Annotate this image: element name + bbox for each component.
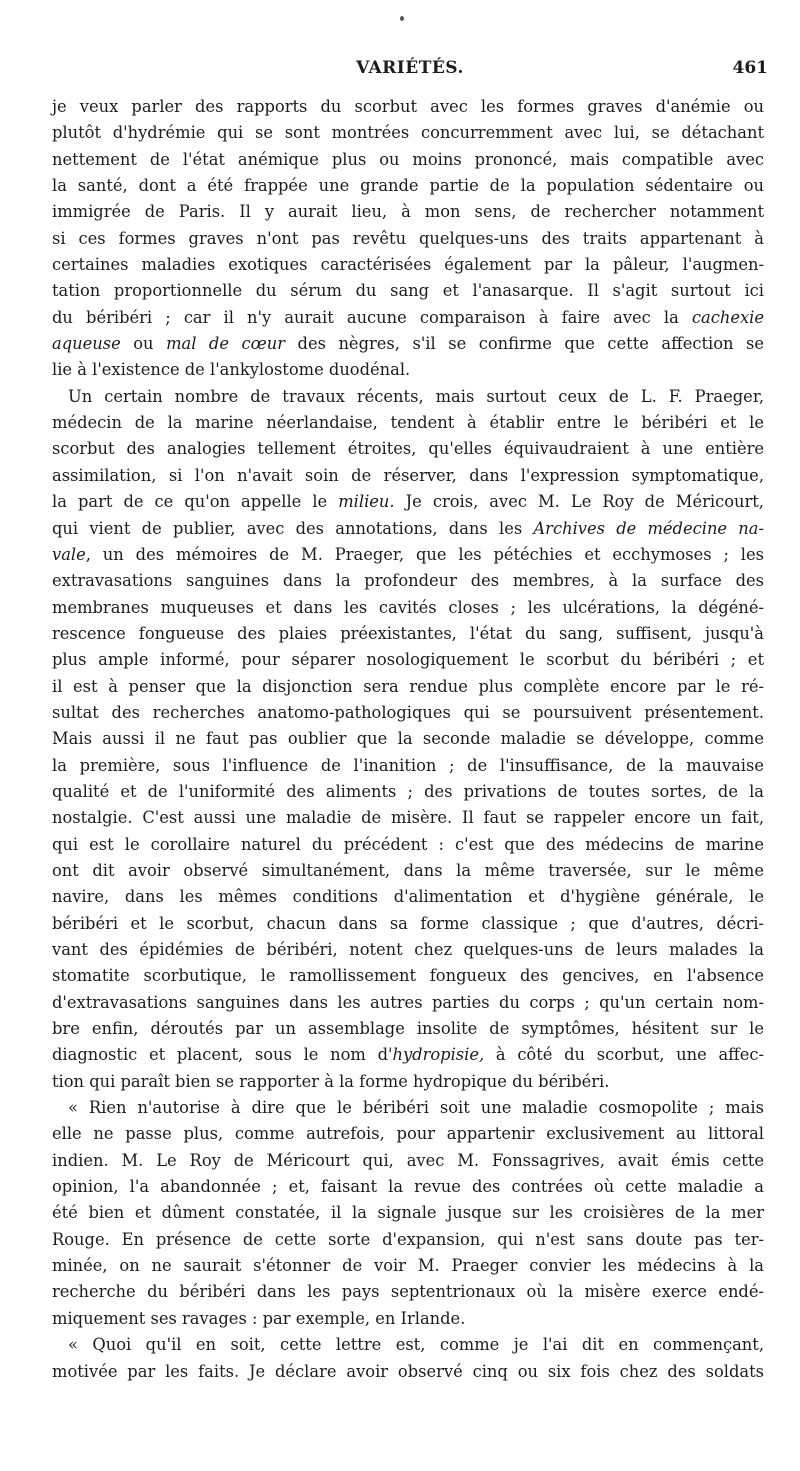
line-text: il est à penser que la disjonction sera rendue plus complète encore par le ré- [52,676,764,696]
italic-phrase: hydropisie, [392,1045,485,1065]
line-text: membranes muqueuses et dans les cavités closes ; les ulcérations, la dégéné- [52,597,764,617]
text-line [52,937,764,963]
line-text: diagnostic et placent, sous le nom d' [52,1045,393,1065]
line-text: miquement ses ravages : par exemple, en Irlande. [52,1308,466,1328]
running-title: VARIÉTÉS. [356,58,464,78]
text-line [52,542,764,568]
text-line [52,1227,764,1253]
line-text: été bien et dûment constatée, il la signale jusque sur les croisières de la mer [52,1203,764,1223]
text-line [52,779,764,805]
line-text: bre enfin, déroutés par un assemblage insolite de symptômes, hésitent sur le [52,1019,764,1039]
text-line [52,595,764,621]
line-text: ont dit avoir observé simultanément, dans la même traversée, sur le même [52,860,764,880]
text-line [52,120,764,146]
line-text: plus ample informé, pour séparer nosologiquement le scorbut du béribéri ; et [52,650,764,670]
text-line [52,990,764,1016]
body-text [52,94,764,1385]
text-line [52,384,764,410]
line-text: recherche du béribéri dans les pays septentrionaux où la misère exerce endé- [52,1282,764,1302]
line-text: sultat des recherches anatomo-pathologiques qui se poursuivent présentement. [52,702,764,722]
line-text: Rouge. En présence de cette sorte d'expansion, qui n'est sans doute pas ter- [52,1229,764,1249]
line-text: certaines maladies exotiques caractérisées également par la pâleur, l'augmen- [52,255,764,275]
text-line [52,568,764,594]
line-text: assimilation, si l'on n'avait soin de réserver, dans l'expression symptomatique, [52,465,764,485]
text-line [52,1121,764,1147]
line-text: navire, dans les mêmes conditions d'alimentation et d'hygiène générale, le [52,887,764,907]
text-line [52,199,764,225]
line-text: motivée par les faits. Je déclare avoir observé cinq ou six fois chez des soldats [52,1361,764,1381]
italic-phrase: vale [52,544,86,564]
line-text: rescence fongueuse des plaies préexistantes, l'état du sang, suffisent, jusqu'à [52,623,764,643]
text-line [52,173,764,199]
line-text: nostalgie. C'est aussi une maladie de misère. Il faut se rappeler encore un fait, [52,808,764,828]
text-line [52,884,764,910]
line-text: ou [120,334,167,354]
line-text: nettement de l'état anémique plus ou moins prononcé, mais compatible avec [52,149,764,169]
line-text: qui est le corollaire naturel du précédent : c'est que des médecins de marine [52,834,764,854]
line-text: la santé, dont a été frappée une grande partie de la population sédentaire ou [52,176,764,196]
italic-phrase: milieu. [338,492,395,512]
text-line [52,1095,764,1121]
text-line [52,1200,764,1226]
text-line [52,963,764,989]
line-text: plutôt d'hydrémie qui se sont montrées concurremment avec lui, se détachant [52,123,764,143]
line-text: béribéri et le scorbut, chacun dans sa forme classique ; que d'autres, décri- [52,913,764,933]
text-line [52,516,764,542]
text-line [52,674,764,700]
line-text: je veux parler des rapports du scorbut avec les formes graves d'anémie ou [52,97,764,116]
line-text: à côté du scorbut, une affec- [484,1045,764,1065]
line-text: opinion, l'a abandonnée ; et, faisant la revue des contrées où cette maladie a [52,1177,764,1197]
ink-speck [400,16,404,21]
text-line [52,252,764,278]
text-line [52,1174,764,1200]
line-text: qualité et de l'uniformité des aliments ; des privations de toutes sortes, de la [52,781,764,801]
line-text: la première, sous l'influence de l'inanition ; de l'insuffisance, de la mauvaise [52,755,764,775]
line-text: médecin de la marine néerlandaise, tendent à établir entre le béribéri et le [52,413,764,433]
line-text: « Rien n'autorise à dire que le béribéri soit une maladie cosmopolite ; mais [68,1098,764,1118]
line-text: indien. M. Le Roy de Méricourt qui, avec M. Fonssagrives, avait émis cette [52,1150,764,1170]
line-text: du béribéri ; car il n'y aurait aucune comparaison à faire avec la [52,307,692,327]
text-line [52,1306,764,1332]
text-line [52,1332,764,1358]
text-line [52,1253,764,1279]
line-text: « Quoi qu'il en soit, cette lettre est, comme je l'ai dit en commençant, [68,1335,764,1355]
text-line [52,647,764,673]
text-line [52,1016,764,1042]
text-line [52,489,764,515]
italic-phrase: aqueuse [52,334,121,354]
text-line [52,305,764,331]
text-line [52,1279,764,1305]
line-text: stomatite scorbutique, le ramollissement fongueux des gencives, en l'absence [52,966,764,986]
line-text: , un des mémoires de M. Praeger, que les pétéchies et ecchymoses ; les [85,544,764,564]
text-line [52,1148,764,1174]
text-line [52,832,764,858]
line-text: immigrée de Paris. Il y aurait lieu, à mon sens, de rechercher notamment [52,202,764,222]
line-text: qui vient de publier, avec des annotations, dans les [52,518,534,538]
line-text: la part de ce qu'on appelle le [52,492,339,512]
page-number: 461 [732,58,768,78]
text-line [52,147,764,173]
text-line [52,94,764,120]
text-line [52,805,764,831]
line-text: scorbut des analogies tellement étroites, qu'elles équivaudraient à une entière [52,439,764,459]
text-line [52,911,764,937]
italic-phrase: Archives de médecine na- [533,518,764,538]
text-line [52,436,764,462]
text-line [52,858,764,884]
line-text: tation proportionnelle du sérum du sang et l'anasarque. Il s'agit surtout ici [52,281,764,301]
italic-phrase: cachexie [691,307,764,327]
line-text: lie à l'existence de l'ankylostome duodénal. [52,360,411,380]
line-text: Je crois, avec M. Le Roy de Méricourt, [394,492,764,512]
line-text: Un certain nombre de travaux récents, mais surtout ceux de L. F. Praeger, [68,386,764,406]
text-line [52,331,764,357]
text-line [52,357,764,383]
line-text: tion qui paraît bien se rapporter à la forme hydropique du béribéri. [52,1071,610,1091]
text-line [52,410,764,436]
text-line [52,753,764,779]
line-text: d'extravasations sanguines dans les autres parties du corps ; qu'un certain nom- [52,992,764,1012]
running-head [52,58,768,84]
line-text: si ces formes graves n'ont pas revêtu quelques-uns des traits appartenant à [52,228,764,248]
line-text: des nègres, s'il se confirme que cette affection se [285,334,764,354]
line-text: minée, on ne saurait s'étonner de voir M. Praeger convier les médecins à la [52,1256,764,1276]
italic-phrase: mal de cœur [166,334,285,354]
text-line [52,278,764,304]
text-line [52,226,764,252]
line-text: elle ne passe plus, comme autrefois, pour appartenir exclusivement au littoral [52,1124,764,1144]
line-text: extravasations sanguines dans la profondeur des membres, à la surface des [52,571,764,591]
text-line [52,726,764,752]
line-text: Mais aussi il ne faut pas oublier que la seconde maladie se développe, comme [52,729,764,749]
text-line [52,463,764,489]
text-line [52,621,764,647]
text-line [52,1359,764,1385]
text-line [52,1069,764,1095]
line-text: vant des épidémies de béribéri, notent chez quelques-uns de leurs malades la [52,940,764,959]
text-line [52,700,764,726]
text-line [52,1042,764,1068]
